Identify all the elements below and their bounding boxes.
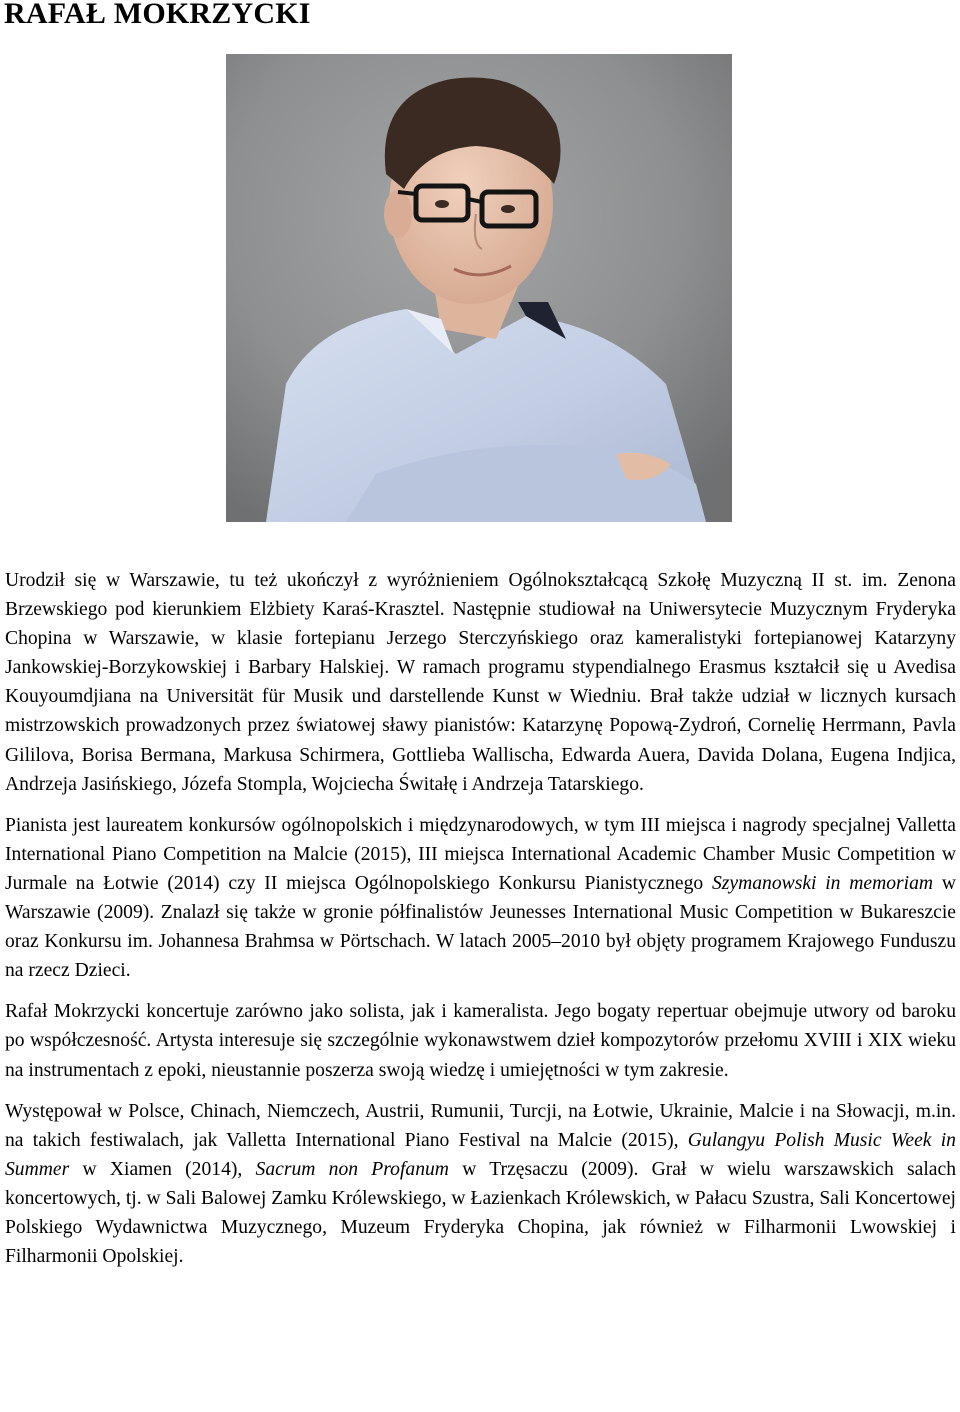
portrait-photo xyxy=(226,54,732,522)
festival-title: Sacrum non Profanum xyxy=(255,1158,449,1180)
paragraph-education xyxy=(5,566,956,799)
paragraph-text: w Xiamen (2014), xyxy=(69,1158,256,1180)
biography xyxy=(5,566,956,1283)
paragraph-text: Występował w Polsce, Chinach, Niemczech, Austrii, Rumunii, Turcji, na Łotwie, Ukrainie, Malcie i na Słowacji, m.in. na takich festiwalach, jak Valletta International Piano Festival na Malcie (2015), xyxy=(5,1100,956,1151)
paragraph-performances xyxy=(5,1097,956,1272)
festival-title: Gulangyu Polish Music Week in Summer xyxy=(5,1129,956,1180)
paragraph-text: w Trzęsaczu (2009). Grał w wielu warszawskich salach koncertowych, tj. w Sali Balowej Zamku Królewskiego, w Łazienkach Królewskich, w Pałacu Szustra, Sali Koncertowej Polskiego Wydawnictwa Muzycznego, Muzeum Fryderyka Chopina, jak również w Filharmonii Lwowskiej i Filharmonii Opolskiej. xyxy=(5,1158,956,1268)
page-title: RAFAŁ MOKRZYCKI xyxy=(4,0,311,30)
paragraph-repertoire xyxy=(5,997,956,1084)
paragraph-text: Pianista jest laureatem konkursów ogólnopolskich i międzynarodowych, w tym III miejsca i nagrody specjalnej Valletta International Piano Competition na Malcie (2015), III miejsca International Academic Chamber Music Competition w Jurmale na Łotwie (2014) czy II miejsca Ogólnopolskiego Konkursu Pianistycznego xyxy=(5,814,956,894)
competition-title: Szymanowski in memoriam xyxy=(711,872,934,894)
paragraph-text: Rafał Mokrzycki koncertuje zarówno jako solista, jak i kameralista. Jego bogaty repertuar obejmuje utwory od baroku po współczesność. Artysta interesuje się szczególnie wykonawstwem dzieł kompozytorów przełomu XVIII i XIX wieku na instrumentach z epoki, nieustannie poszerza swoją wiedzę i umiejętności w tym zakresie. xyxy=(5,1001,956,1081)
paragraph-text: Urodził się w Warszawie, tu też ukończył z wyróżnieniem Ogólnokształcącą Szkołę Muzyczną II st. im. Zenona Brzewskiego pod kierunkiem Elżbiety Karaś-Krasztel. Następnie studiował na Uniwersytecie Muzycznym Fryderyka Chopina w Warszawie, w klasie fortepianu Jerzego Sterczyńskiego oraz kameralistyki fortepianowej Katarzyny Jankowskiej-Borzykowskiej i Barbary Halskiej. W ramach programu stypendialnego Erasmus kształcił się u Avedisa Kouyoumdjiana na Universität für Musik und darstellende Kunst w Wiedniu. Brał także udział w licznych kursach mistrzowskich prowadzonych przez światowej sławy pianistów: Katarzynę Popową-Zydroń, Cornelię Herrmann, Pavla Gililova, Borisa Bermana, Markusa Schirmera, Gottlieba Wallischa, Edwarda Auera, Davida Dolana, Eugena Indjica, Andrzeja Jasińskiego, Józefa Stompla, Wojciecha Świtałę i Andrzeja Tatarskiego. xyxy=(5,570,956,795)
paragraph-text: w Warszawie (2009). Znalazł się także w gronie półfinalistów Jeunesses International Music Competition w Bukareszcie oraz Konkursu im. Johannesa Brahmsa w Pörtschach. W latach 2005–2010 był objęty programem Krajowego Funduszu na rzecz Dzieci. xyxy=(5,872,956,982)
paragraph-awards xyxy=(5,811,956,986)
